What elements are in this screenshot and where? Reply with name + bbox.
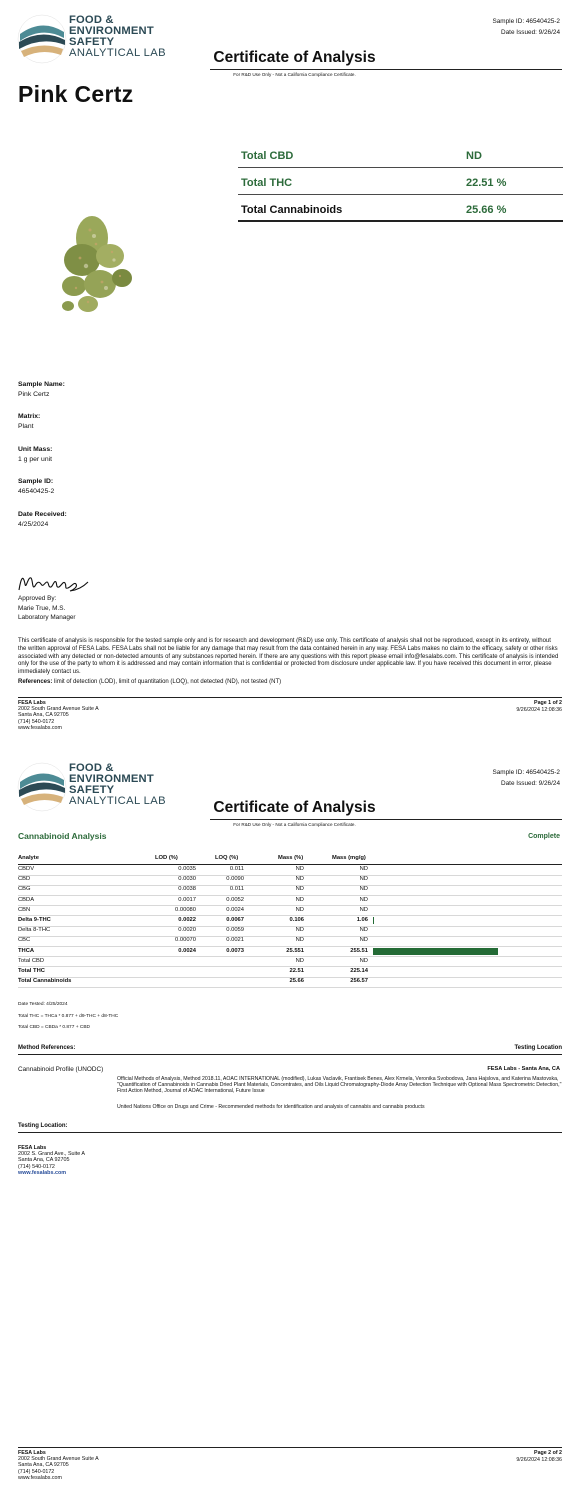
cell-analyte: Delta 9-THC bbox=[18, 917, 51, 923]
lab-address-line: Santa Ana, CA 92705 bbox=[18, 1157, 70, 1164]
disclaimer-text: This certificate of analysis is responsible for the tested sample only and is for research and development (R&D) use only. This certificate of analysis shall not be reproduced, except in its entirety, without the written approval of FESA Labs. FESA Labs shall not be liable for any damage that may result from the data contained herein in any way. FESA Labs makes no claim to the efficacy, safety or other risks associated with any detected or non-detected amounts of any substances reported herein. If there are any questions with this report please email info@fesalabs.com. This certificate of analysis is intended only for the use of the party to whom it is addressed and may contain information that is confidential or protected from disclosure under applicable law. If you have received this document in error, please immediately contact us. bbox=[18, 638, 559, 676]
summary-divider bbox=[238, 167, 563, 168]
field-label: Sample Name: bbox=[18, 381, 65, 388]
row-divider bbox=[18, 987, 562, 988]
cell-analyte: CBDA bbox=[18, 896, 35, 903]
column-header: LOQ (%) bbox=[215, 855, 239, 861]
cell-lod: 0.0017 bbox=[178, 896, 196, 903]
footer-phone: (714) 540-0172 bbox=[18, 1468, 55, 1475]
section-divider bbox=[18, 1132, 562, 1133]
cell-mass-mg-g: ND bbox=[359, 927, 368, 934]
summary-value: 25.66 % bbox=[466, 204, 507, 216]
logo-line: ENVIRONMENT bbox=[69, 25, 154, 37]
field-value: 46540425-2 bbox=[18, 488, 55, 495]
header-date-issued: Date Issued: 9/26/24 bbox=[501, 29, 560, 36]
cell-mass-percent: ND bbox=[295, 876, 304, 883]
footer-page-number: Page 1 of 2 bbox=[534, 700, 562, 706]
cell-loq: 0.011 bbox=[229, 866, 244, 872]
total-cbd-formula: Total CBD = CBDa * 0.877 + CBD bbox=[18, 1025, 90, 1030]
cell-mass-percent: ND bbox=[295, 937, 304, 944]
testing-location-header bbox=[18, 1123, 562, 1132]
table-row bbox=[18, 947, 562, 957]
footer-lab-name: FESA Labs bbox=[18, 700, 46, 706]
cell-mass-mg-g: 1.06 bbox=[356, 917, 368, 923]
cell-mass-percent: ND bbox=[295, 927, 304, 934]
cannabinoid-table bbox=[18, 855, 562, 995]
testing-location-section-label: Testing Location: bbox=[18, 1123, 68, 1129]
section-divider bbox=[18, 1054, 562, 1055]
cell-mass-percent: 22.51 bbox=[289, 968, 304, 974]
header-divider bbox=[210, 819, 562, 820]
approval-block bbox=[18, 594, 76, 623]
cell-lod: 0.0020 bbox=[178, 927, 196, 934]
table-row bbox=[18, 957, 562, 967]
cell-mass-percent: ND bbox=[295, 957, 304, 964]
cell-loq: 0.0090 bbox=[226, 876, 244, 883]
cell-analyte: Total THC bbox=[18, 968, 45, 974]
rd-use-note: For R&D Use Only - Not a California Compliance Certificate. bbox=[233, 822, 356, 827]
cell-mass-percent: 25.551 bbox=[286, 947, 304, 954]
signature bbox=[16, 570, 90, 596]
field-matrix bbox=[18, 412, 40, 432]
footer-phone: (714) 540-0172 bbox=[18, 718, 55, 725]
coa-page-2 bbox=[0, 748, 579, 1500]
cell-analyte: CBDV bbox=[18, 866, 35, 872]
cell-analyte: Total Cannabinoids bbox=[18, 978, 72, 985]
approver-name: Marie True, M.S. bbox=[18, 604, 66, 612]
footer-web: www.fesalabs.com bbox=[18, 724, 62, 731]
footer-address-line: 2002 South Grand Avenue Suite A bbox=[18, 706, 99, 713]
table-row bbox=[18, 916, 562, 926]
mass-bar bbox=[373, 917, 374, 924]
method-location: FESA Labs - Santa Ana, CA bbox=[487, 1066, 560, 1072]
field-unit-mass bbox=[18, 445, 52, 465]
cell-loq: 0.0059 bbox=[226, 927, 244, 934]
footer-address-line: 2002 South Grand Avenue Suite A bbox=[18, 1456, 99, 1463]
cell-analyte: Delta 8-THC bbox=[18, 927, 51, 934]
cell-lod: 0.0022 bbox=[178, 917, 196, 923]
footer-address bbox=[18, 1450, 99, 1481]
table-row bbox=[18, 936, 562, 946]
cell-mass-mg-g: ND bbox=[359, 876, 368, 883]
footer-timestamp: 9/26/2024 12:08:36 bbox=[516, 706, 562, 713]
calculation-notes bbox=[18, 999, 118, 1034]
column-header: Analyte bbox=[18, 855, 39, 861]
cell-lod: 0.00070 bbox=[175, 937, 196, 944]
field-value: Pink Certz bbox=[18, 391, 50, 398]
table-row bbox=[18, 875, 562, 885]
cell-analyte: CBG bbox=[18, 886, 31, 893]
product-name: Pink Certz bbox=[18, 81, 134, 107]
field-label: Matrix: bbox=[18, 413, 41, 420]
rd-use-note: For R&D Use Only - Not a California Compliance Certificate. bbox=[233, 72, 356, 77]
page-title: Certificate of Analysis bbox=[213, 799, 376, 816]
cell-mass-mg-g: ND bbox=[359, 866, 368, 872]
logo-line: SAFETY bbox=[69, 784, 115, 796]
header-sample-id: Sample ID: 46540425-2 bbox=[492, 18, 560, 25]
header-sample-id: Sample ID: 46540425-2 bbox=[492, 769, 560, 776]
mass-bar bbox=[373, 948, 498, 955]
footer-timestamp: 9/26/2024 12:08:36 bbox=[516, 1456, 562, 1463]
cell-mass-mg-g: ND bbox=[359, 937, 368, 944]
method-citation: Official Methods of Analysis, Method 2018.11, AOAC INTERNATIONAL (modified), Lukas Vaclavik, Frantisek Benes, Alex Krmela, Veronika Svobodova, Jana Hajslova, and Katerina Mastovska, "Quantification of Cannabinoids in Cannabis Dried Plant Materials, Concentrates, and Oils Liquid Chromatography-Diode Array Detection Technique with Optional Mass Spectrometric Detection," First Action Method, Journal of AOAC International, Future Issue bbox=[117, 1076, 562, 1095]
cell-lod: 0.0038 bbox=[178, 886, 196, 893]
footer-page-number: Page 2 of 2 bbox=[534, 1450, 562, 1456]
references bbox=[18, 679, 560, 685]
summary-value: 22.51 % bbox=[466, 177, 507, 189]
page-footer bbox=[18, 697, 562, 742]
field-date-received bbox=[18, 510, 67, 530]
footer-address bbox=[18, 700, 99, 731]
cell-mass-mg-g: ND bbox=[359, 906, 368, 913]
header-divider bbox=[210, 69, 562, 70]
field-sample-name bbox=[18, 380, 65, 400]
approved-by-label: Approved By: bbox=[18, 595, 57, 602]
cell-loq: 0.0021 bbox=[226, 937, 244, 944]
logo-line: ANALYTICAL LAB bbox=[69, 795, 166, 807]
table-row bbox=[18, 865, 562, 875]
page-footer bbox=[18, 1447, 562, 1492]
cell-mass-mg-g: ND bbox=[359, 957, 368, 964]
column-header: Mass (%) bbox=[278, 855, 304, 861]
references-text: limit of detection (LOD), limit of quantitation (LOQ), not detected (ND), not tested (NT) bbox=[52, 679, 282, 685]
table-row bbox=[18, 967, 562, 977]
cell-analyte: CBN bbox=[18, 906, 31, 913]
analysis-status-badge: Complete bbox=[528, 833, 560, 840]
cell-lod: 0.0030 bbox=[178, 876, 196, 883]
table-row bbox=[18, 885, 562, 895]
cell-mass-mg-g: 255.51 bbox=[350, 947, 368, 954]
cell-mass-percent: 25.66 bbox=[289, 978, 304, 985]
summary-label: Total THC bbox=[241, 177, 293, 189]
cell-mass-percent: 0.106 bbox=[289, 917, 304, 923]
cell-mass-mg-g: ND bbox=[359, 896, 368, 903]
column-header: Mass (mg/g) bbox=[332, 855, 366, 861]
date-tested: Date Tested: 4/25/2024 bbox=[18, 1002, 68, 1007]
field-value: 1 g per unit bbox=[18, 456, 53, 463]
summary-divider bbox=[238, 194, 563, 195]
total-thc-formula: Total THC = THCa * 0.877 + d9-THC + d8-THC bbox=[18, 1013, 119, 1019]
column-header: LOD (%) bbox=[155, 855, 178, 861]
footer-page-info bbox=[516, 1450, 562, 1463]
footer-web: www.fesalabs.com bbox=[18, 1474, 62, 1481]
method-references-header bbox=[18, 1045, 562, 1054]
table-row bbox=[18, 906, 562, 916]
footer-divider bbox=[18, 1447, 562, 1448]
header-sample-info bbox=[492, 16, 560, 38]
cell-analyte: Total CBD bbox=[18, 957, 45, 964]
sample-photo bbox=[52, 208, 140, 316]
footer-divider bbox=[18, 697, 562, 698]
field-label: Unit Mass: bbox=[18, 446, 53, 453]
field-label: Sample ID: bbox=[18, 478, 54, 485]
cell-lod: 0.0024 bbox=[178, 947, 196, 954]
method-citation: United Nations Office on Drugs and Crime - Recommended methods for identification and analysis of cannabis and cannabis products bbox=[117, 1104, 425, 1110]
cell-lod: 0.00080 bbox=[175, 906, 196, 913]
summary-divider bbox=[238, 220, 563, 222]
cell-loq: 0.0073 bbox=[226, 947, 244, 954]
header-sample-info bbox=[492, 767, 560, 789]
field-sample-id bbox=[18, 477, 54, 497]
field-label: Date Received: bbox=[18, 511, 67, 518]
cell-mass-percent: ND bbox=[295, 896, 304, 903]
cell-mass-mg-g: 256.57 bbox=[350, 978, 368, 985]
lab-name: FESA Labs bbox=[18, 1145, 47, 1151]
cell-mass-mg-g: ND bbox=[359, 886, 368, 893]
cell-mass-percent: ND bbox=[295, 906, 304, 913]
footer-page-info bbox=[516, 700, 562, 713]
cell-loq: 0.0024 bbox=[226, 906, 244, 913]
coa-page-1 bbox=[0, 0, 579, 745]
header-date-issued: Date Issued: 9/26/24 bbox=[501, 780, 560, 787]
lab-address-line: 2002 S. Grand Ave., Suite A bbox=[18, 1151, 86, 1158]
cell-lod: 0.0035 bbox=[178, 866, 196, 872]
page-title: Certificate of Analysis bbox=[213, 49, 376, 66]
field-value: 4/25/2024 bbox=[18, 521, 49, 528]
testing-location-label: Testing Location bbox=[514, 1045, 562, 1051]
summary-row-total-cbd bbox=[238, 145, 563, 169]
table-row bbox=[18, 896, 562, 906]
cell-analyte: CBC bbox=[18, 937, 31, 944]
cell-mass-mg-g: 225.14 bbox=[350, 968, 368, 974]
cell-loq: 0.0052 bbox=[226, 896, 244, 903]
table-row bbox=[18, 926, 562, 936]
cell-loq: 0.011 bbox=[229, 886, 244, 893]
footer-address-line: Santa Ana, CA 92705 bbox=[18, 712, 69, 719]
summary-label: Total Cannabinoids bbox=[241, 204, 343, 216]
section-title-cannabinoid-analysis: Cannabinoid Analysis bbox=[18, 831, 107, 841]
table-row bbox=[18, 977, 562, 987]
footer-lab-name: FESA Labs bbox=[18, 1450, 46, 1456]
approver-title: Laboratory Manager bbox=[18, 614, 76, 621]
summary-value: ND bbox=[466, 150, 482, 162]
method-references-label: Method References: bbox=[18, 1045, 76, 1051]
field-value: Plant bbox=[18, 423, 34, 430]
cell-mass-percent: ND bbox=[295, 866, 304, 872]
cell-analyte: CBD bbox=[18, 876, 31, 883]
logo-line: FOOD & bbox=[69, 762, 114, 774]
logo-line: SAFETY bbox=[69, 36, 115, 48]
cell-loq: 0.0067 bbox=[226, 917, 244, 923]
lab-phone: (714) 540-0172 bbox=[18, 1163, 55, 1170]
lab-website-link[interactable]: www.fesalabs.com bbox=[18, 1169, 67, 1176]
summary-label: Total CBD bbox=[241, 150, 294, 162]
references-label: References: bbox=[18, 679, 53, 685]
logo-line: FOOD & bbox=[69, 14, 114, 26]
logo-line: ANALYTICAL LAB bbox=[69, 47, 166, 59]
method-name: Cannabinoid Profile (UNODC) bbox=[18, 1066, 104, 1073]
cell-mass-percent: ND bbox=[295, 886, 304, 893]
footer-address-line: Santa Ana, CA 92705 bbox=[18, 1462, 69, 1469]
testing-lab-address bbox=[18, 1145, 85, 1176]
summary-row-total-thc bbox=[238, 172, 563, 196]
cell-analyte: THCA bbox=[18, 947, 35, 954]
logo-line: ENVIRONMENT bbox=[69, 773, 154, 785]
table-header bbox=[18, 855, 562, 864]
